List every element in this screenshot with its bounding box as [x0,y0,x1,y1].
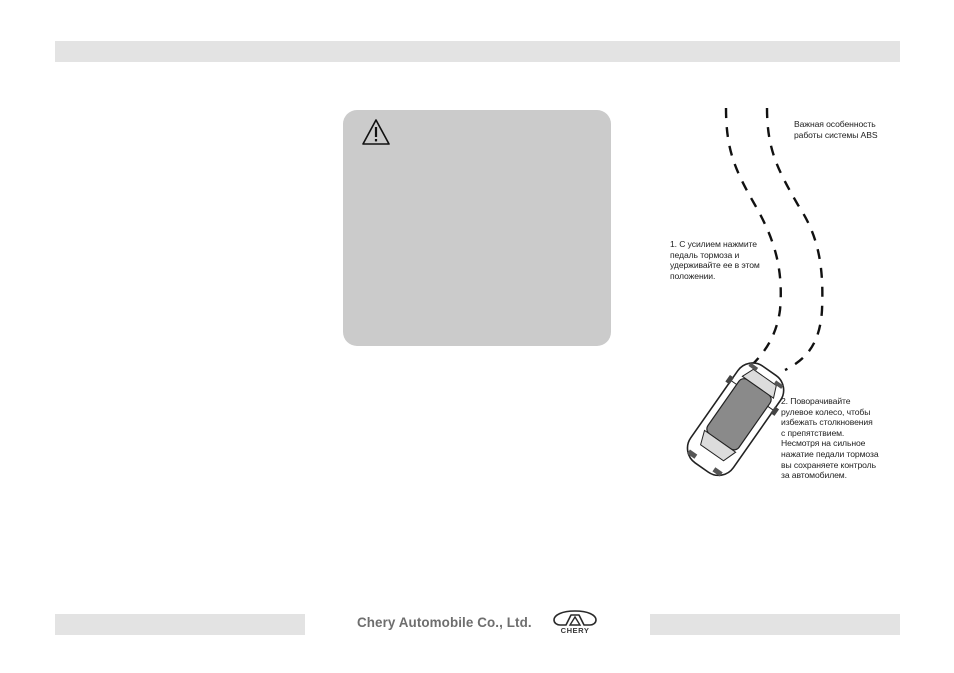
car-icon [677,354,794,485]
warning-triangle-icon [361,118,391,146]
chery-logo-text: CHERY [560,626,590,635]
step-2-caption: 2. Поворачивайте рулевое колесо, чтобы избежать столкновения с препятствием. Несмотря на сильное нажатие педали тормоза вы сохраняете контроль за автомобилем. [781,396,879,481]
step-1-caption: 1. С усилием нажмите педаль тормоза и удерживайте ее в этом положении. [670,239,760,281]
footer-band-left [55,614,305,635]
header-band [55,41,900,62]
illustration-title: Важная особенность работы системы ABS [794,119,878,140]
company-name: Chery Automobile Co., Ltd. [357,615,532,630]
footer-band-right [650,614,900,635]
warning-box [343,110,611,346]
